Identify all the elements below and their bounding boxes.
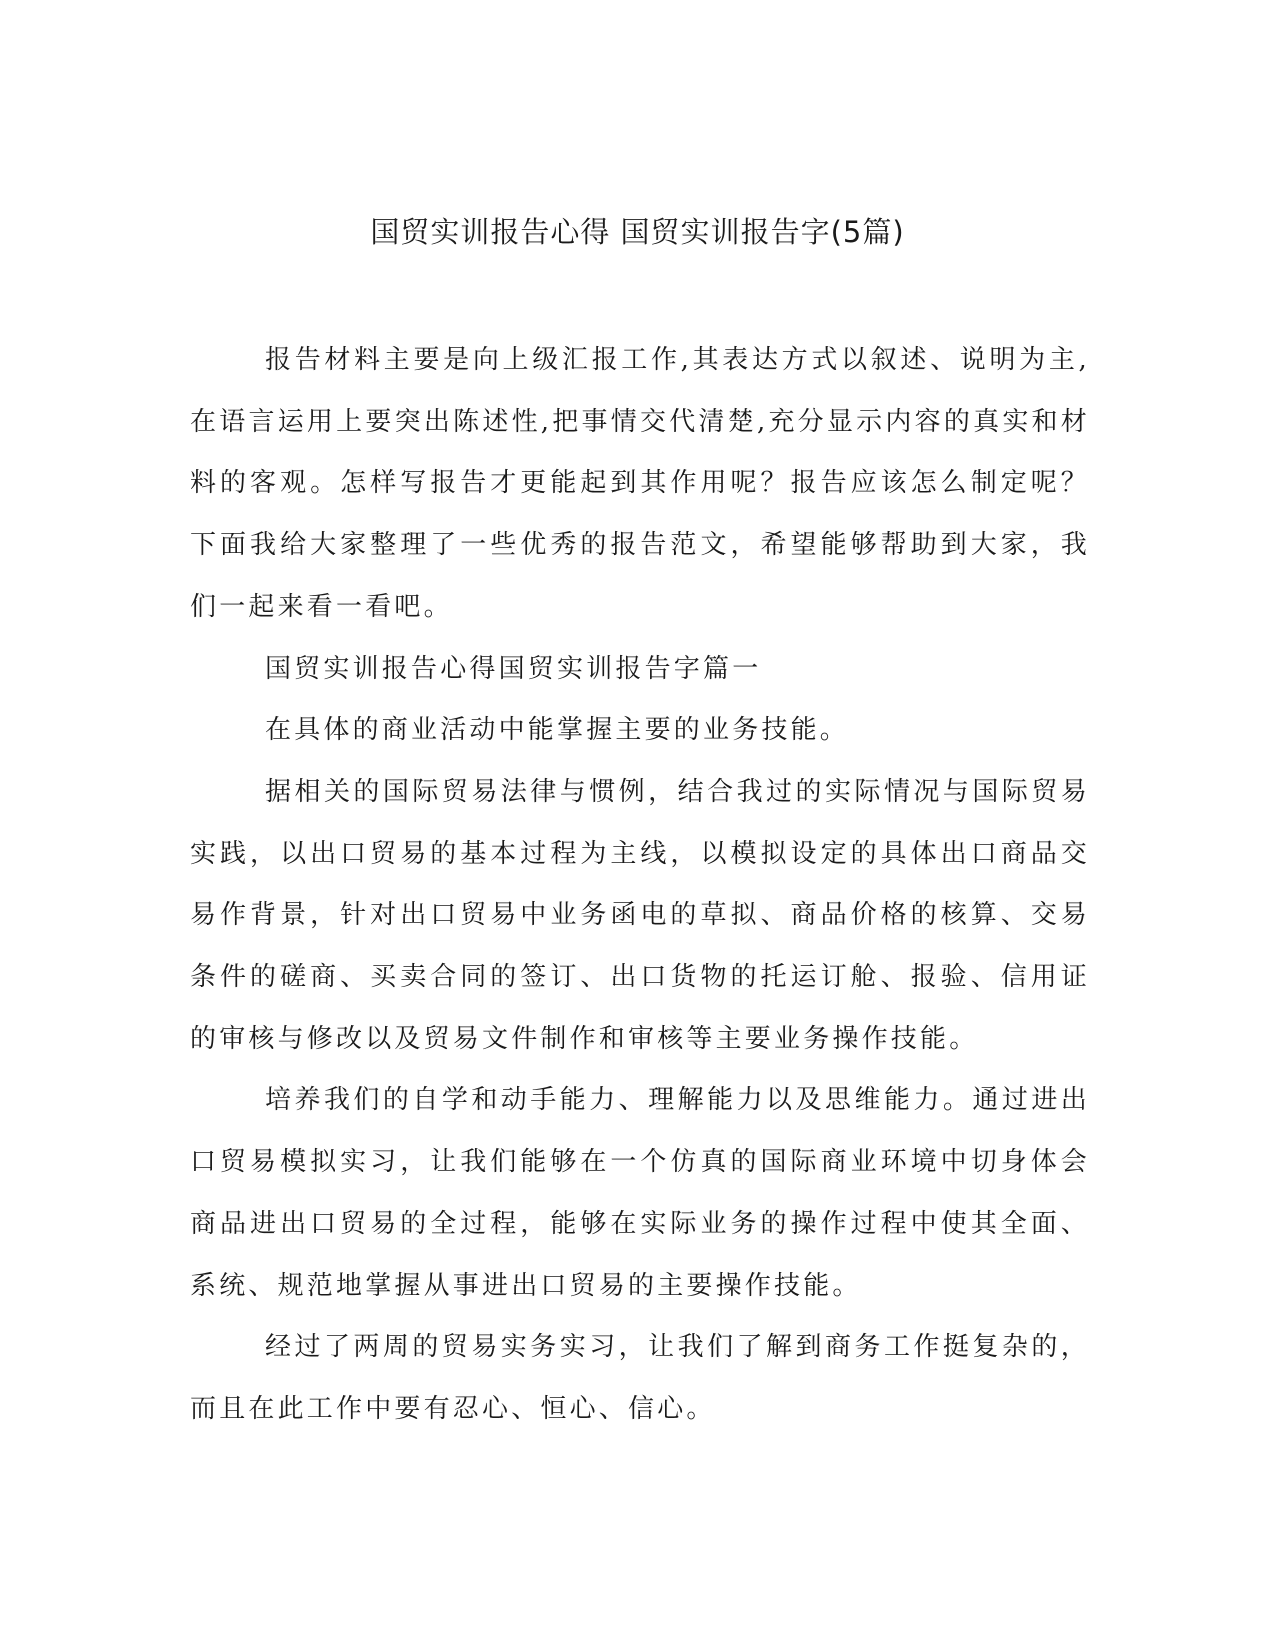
document-title: 国贸实训报告心得 国贸实训报告字(5篇) xyxy=(370,215,905,249)
paragraph: 据相关的国际贸易法律与惯例，结合我过的实际情况与国际贸易实践，以出口贸易的基本过程为主线，以模拟设定的具体出口商品交易作背景，针对出口贸易中业务函电的草拟、商品价格的核算、交易条件的磋商、买卖合同的签订、出口货物的托运订舱、报验、信用证的审核与修改以及贸易文件制作和审核等主要业务操作技能。 xyxy=(190,776,1090,1054)
paragraph-intro: 报告材料主要是向上级汇报工作,其表达方式以叙述、说明为主,在语言运用上要突出陈述性,把事情交代清楚,充分显示内容的真实和材料的客观。怎样写报告才更能起到其作用呢？报告应该怎么制定呢？下面我给大家整理了一些优秀的报告范文，希望能够帮助到大家，我们一起来看一看吧。 xyxy=(190,345,1090,622)
document-body xyxy=(190,330,1090,1441)
paragraph: 经过了两周的贸易实务实习，让我们了解到商务工作挺复杂的，而且在此工作中要有忍心、恒心、信心。 xyxy=(190,1332,1090,1424)
section-heading: 国贸实训报告心得国贸实训报告字篇一 xyxy=(265,653,762,684)
paragraph: 在具体的商业活动中能掌握主要的业务技能。 xyxy=(265,715,850,746)
paragraph: 培养我们的自学和动手能力、理解能力以及思维能力。通过进出口贸易模拟实习，让我们能够在一个仿真的国际商业环境中切身体会商品进出口贸易的全过程，能够在实际业务的操作过程中使其全面、系统、规范地掌握从事进出口贸易的主要操作技能。 xyxy=(190,1085,1090,1301)
